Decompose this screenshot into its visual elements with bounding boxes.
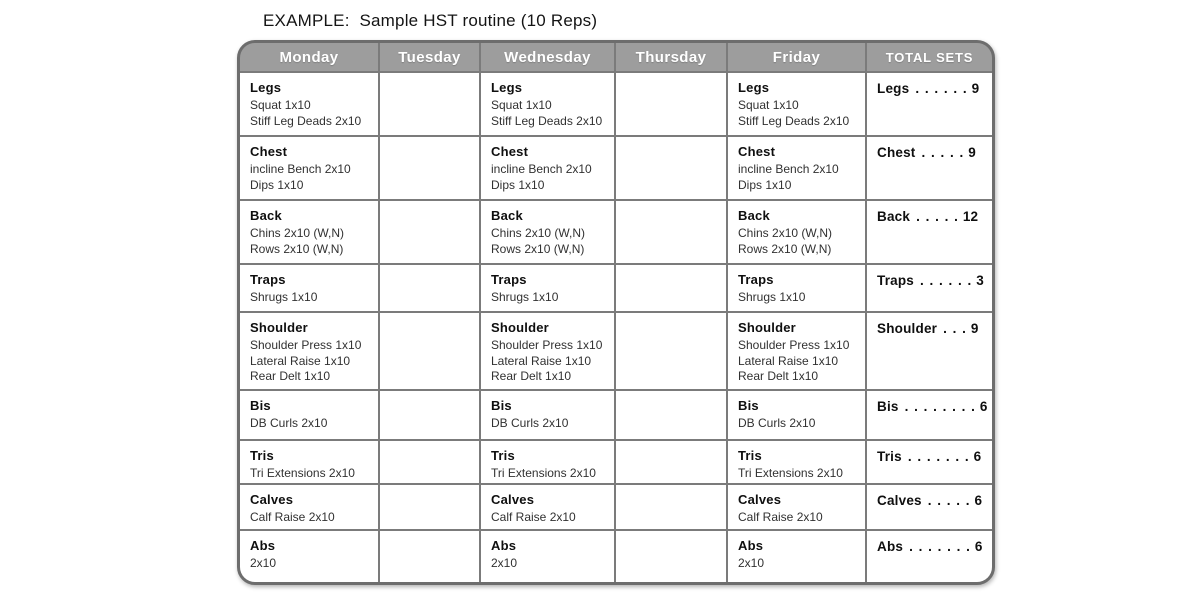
total-line	[877, 399, 986, 414]
total-sets-header	[867, 43, 992, 71]
total-value: 3	[976, 273, 985, 288]
cell-friday-abs	[728, 531, 865, 582]
cell-monday-shoulder	[240, 313, 378, 389]
exercise-line: 2x10	[250, 556, 277, 570]
day-header-label: Tuesday	[398, 48, 461, 66]
day-header-friday	[728, 43, 865, 71]
total-value: 9	[971, 81, 980, 96]
total-cell-calves	[867, 485, 992, 529]
cell-thursday-tris	[616, 441, 726, 483]
total-label: Back	[877, 209, 911, 224]
cell-friday-chest	[728, 137, 865, 199]
exercise-line: Chins 2x10 (W,N)	[491, 226, 586, 240]
total-dots-leader: . . . . .	[916, 209, 959, 224]
total-cell-tris	[867, 441, 992, 483]
muscle-name: Bis	[491, 398, 512, 413]
exercise-line: Dips 1x10	[738, 177, 792, 192]
exercise-line: 2x10	[491, 556, 518, 570]
total-sets-header-label: TOTAL SETS	[885, 49, 974, 65]
muscle-name: Calves	[738, 492, 782, 507]
exercise-line: Lateral Raise 1x10	[491, 353, 592, 368]
cell-friday-back	[728, 201, 865, 263]
total-label: Bis	[877, 399, 899, 414]
cell-thursday-abs	[616, 531, 726, 582]
muscle-name: Bis	[250, 398, 271, 413]
exercise-line: DB Curls 2x10	[738, 416, 816, 430]
total-value: 6	[974, 539, 983, 554]
exercise-line: Chins 2x10 (W,N)	[250, 226, 345, 240]
exercise-line: incline Bench 2x10	[491, 162, 592, 176]
total-cell-bis	[867, 391, 992, 439]
cell-friday-shoulder	[728, 313, 865, 389]
cell-tuesday-back	[380, 201, 479, 263]
exercise-line: Calf Raise 2x10	[491, 510, 576, 524]
muscle-name: Legs	[491, 80, 523, 95]
exercise-line: Calf Raise 2x10	[250, 510, 335, 524]
exercise-line: Tri Extensions 2x10	[491, 466, 596, 480]
total-line	[877, 81, 986, 96]
muscle-name: Tris	[491, 448, 515, 463]
total-value: 12	[962, 209, 979, 224]
muscle-name: Bis	[738, 398, 759, 413]
total-label: Chest	[877, 145, 916, 160]
total-dots-leader: . . . . . . . .	[904, 399, 976, 414]
exercise-line: Shrugs 1x10	[491, 290, 559, 304]
muscle-name: Abs	[738, 538, 764, 553]
total-line	[877, 209, 986, 224]
exercise-line: Calf Raise 2x10	[738, 510, 823, 524]
muscle-name: Traps	[738, 272, 774, 287]
cell-monday-chest	[240, 137, 378, 199]
total-cell-legs	[867, 73, 992, 135]
page-title: EXAMPLE: Sample HST routine (10 Reps)	[263, 11, 598, 30]
exercise-line: Lateral Raise 1x10	[738, 353, 839, 368]
cell-tuesday-tris	[380, 441, 479, 483]
cell-monday-abs	[240, 531, 378, 582]
exercise-line: 2x10	[738, 556, 765, 570]
total-label: Legs	[877, 81, 910, 96]
cell-thursday-legs	[616, 73, 726, 135]
cell-thursday-back	[616, 201, 726, 263]
day-header-label: Wednesday	[504, 48, 591, 66]
cell-tuesday-abs	[380, 531, 479, 582]
exercise-line: Stiff Leg Deads 2x10	[738, 113, 850, 128]
exercise-line: Shoulder Press 1x10	[250, 338, 362, 352]
cell-friday-tris	[728, 441, 865, 483]
exercise-line: Tri Extensions 2x10	[250, 466, 355, 480]
total-cell-chest	[867, 137, 992, 199]
total-line	[877, 273, 986, 288]
total-label: Abs	[877, 539, 904, 554]
cell-wednesday-bis	[481, 391, 614, 439]
cell-monday-calves	[240, 485, 378, 529]
total-value: 6	[973, 449, 982, 464]
cell-wednesday-tris	[481, 441, 614, 483]
cell-monday-back	[240, 201, 378, 263]
exercise-line: Rows 2x10 (W,N)	[250, 241, 344, 256]
total-dots-leader: . . . . . . .	[907, 449, 970, 464]
muscle-name: Abs	[250, 538, 276, 553]
total-line	[877, 145, 986, 160]
cell-friday-traps	[728, 265, 865, 311]
total-cell-shoulder	[867, 313, 992, 389]
exercise-line: Stiff Leg Deads 2x10	[250, 113, 362, 128]
exercise-line: Squat 1x10	[250, 98, 311, 112]
cell-tuesday-chest	[380, 137, 479, 199]
day-header-label: Thursday	[635, 48, 707, 66]
cell-thursday-shoulder	[616, 313, 726, 389]
day-header-label: Friday	[772, 48, 821, 66]
total-dots-leader: . . . . .	[921, 145, 965, 160]
cell-wednesday-chest	[481, 137, 614, 199]
total-dots-leader: . . . . .	[927, 493, 971, 508]
cell-wednesday-traps	[481, 265, 614, 311]
muscle-name: Back	[250, 208, 282, 223]
total-value: 9	[970, 321, 979, 336]
day-header-monday	[240, 43, 378, 71]
muscle-name: Abs	[491, 538, 517, 553]
muscle-name: Chest	[250, 144, 288, 159]
total-value: 6	[979, 399, 988, 414]
muscle-name: Tris	[250, 448, 274, 463]
cell-tuesday-shoulder	[380, 313, 479, 389]
exercise-line: Lateral Raise 1x10	[250, 353, 351, 368]
cell-friday-legs	[728, 73, 865, 135]
total-cell-traps	[867, 265, 992, 311]
day-header-label: Monday	[279, 48, 339, 66]
cell-thursday-traps	[616, 265, 726, 311]
total-value: 6	[974, 493, 983, 508]
total-line	[877, 539, 986, 554]
exercise-line: Dips 1x10	[250, 177, 304, 192]
day-header-wednesday	[481, 43, 614, 71]
cell-tuesday-legs	[380, 73, 479, 135]
total-dots-leader: . . . . . . .	[909, 539, 971, 554]
exercise-line: Shoulder Press 1x10	[491, 338, 603, 352]
cell-thursday-chest	[616, 137, 726, 199]
cell-monday-bis	[240, 391, 378, 439]
muscle-name: Calves	[250, 492, 294, 507]
hst-table	[237, 40, 995, 585]
muscle-name: Chest	[491, 144, 529, 159]
day-header-thursday	[616, 43, 726, 71]
total-value: 9	[968, 145, 976, 160]
muscle-name: Tris	[738, 448, 762, 463]
total-dots-leader: . . .	[943, 321, 967, 336]
exercise-line: incline Bench 2x10	[738, 162, 839, 176]
exercise-line: Stiff Leg Deads 2x10	[491, 113, 603, 128]
cell-wednesday-shoulder	[481, 313, 614, 389]
exercise-line: DB Curls 2x10	[491, 416, 569, 430]
exercise-line: DB Curls 2x10	[250, 416, 328, 430]
muscle-name: Legs	[738, 80, 770, 95]
exercise-line: Tri Extensions 2x10	[738, 466, 843, 480]
exercise-line: Rows 2x10 (W,N)	[738, 241, 832, 256]
total-dots-leader: . . . . . .	[915, 81, 968, 96]
cell-tuesday-calves	[380, 485, 479, 529]
total-line	[877, 493, 986, 508]
cell-tuesday-bis	[380, 391, 479, 439]
cell-wednesday-calves	[481, 485, 614, 529]
cell-wednesday-legs	[481, 73, 614, 135]
cell-wednesday-back	[481, 201, 614, 263]
exercise-line: Shrugs 1x10	[738, 290, 806, 304]
exercise-line: Chins 2x10 (W,N)	[738, 226, 833, 240]
cell-tuesday-traps	[380, 265, 479, 311]
total-label: Tris	[877, 449, 902, 464]
total-label: Calves	[877, 493, 922, 508]
exercise-line: Squat 1x10	[491, 98, 552, 112]
total-dots-leader: . . . . . .	[920, 273, 973, 288]
muscle-name: Calves	[491, 492, 535, 507]
total-label: Shoulder	[877, 321, 938, 336]
cell-wednesday-abs	[481, 531, 614, 582]
total-cell-abs	[867, 531, 992, 582]
total-line	[877, 321, 986, 336]
muscle-name: Legs	[250, 80, 282, 95]
exercise-line: Shoulder Press 1x10	[738, 338, 850, 352]
exercise-line: Rows 2x10 (W,N)	[491, 241, 585, 256]
cell-thursday-bis	[616, 391, 726, 439]
exercise-line: Dips 1x10	[491, 177, 545, 192]
cell-monday-tris	[240, 441, 378, 483]
total-line	[877, 449, 986, 464]
muscle-name: Back	[491, 208, 523, 223]
exercise-line: Squat 1x10	[738, 98, 799, 112]
muscle-name: Traps	[250, 272, 286, 287]
muscle-name: Traps	[491, 272, 527, 287]
cell-monday-traps	[240, 265, 378, 311]
cell-thursday-calves	[616, 485, 726, 529]
total-cell-back	[867, 201, 992, 263]
total-label: Traps	[877, 273, 915, 288]
exercise-line: Rear Delt 1x10	[491, 369, 572, 383]
muscle-name: Chest	[738, 144, 776, 159]
exercise-line: incline Bench 2x10	[250, 162, 351, 176]
muscle-name: Shoulder	[738, 320, 796, 335]
muscle-name: Back	[738, 208, 770, 223]
exercise-line: Shrugs 1x10	[250, 290, 318, 304]
cell-friday-bis	[728, 391, 865, 439]
exercise-line: Rear Delt 1x10	[738, 369, 819, 383]
day-header-tuesday	[380, 43, 479, 71]
cell-friday-calves	[728, 485, 865, 529]
cell-monday-legs	[240, 73, 378, 135]
exercise-line: Rear Delt 1x10	[250, 369, 331, 383]
muscle-name: Shoulder	[491, 320, 549, 335]
muscle-name: Shoulder	[250, 320, 308, 335]
